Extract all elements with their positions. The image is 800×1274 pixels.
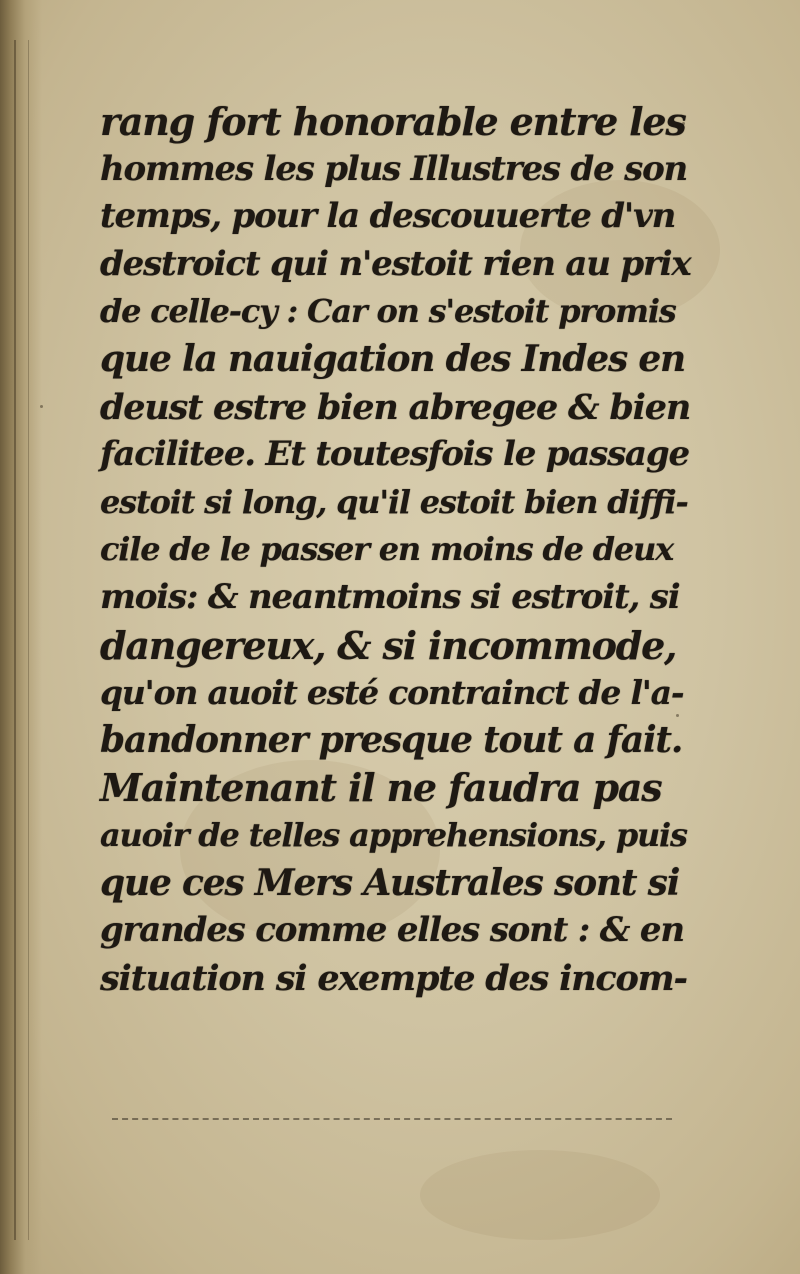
gutter-line-inner [28, 40, 29, 1240]
text-line: Maintenant il ne faudra pas [100, 765, 662, 811]
ink-fleck [40, 405, 43, 408]
page-text [100, 98, 690, 1002]
text-line: auoir de telles apprehensions, puis [100, 815, 687, 854]
text-line: facilitee. Et toutesfois le passage [100, 434, 689, 475]
text-line: dangereux, & si incommode, [100, 622, 677, 668]
text-line: mois: & neantmoins si estroit, si [100, 576, 680, 617]
text-line: deust estre bien abregee & bien [100, 386, 691, 428]
bleed-through-rule [112, 1118, 672, 1120]
text-line: qu'on auoit esté contrainct de l'a- [100, 673, 684, 713]
text-line: estoit si long, qu'il estoit bien diffi- [100, 482, 688, 521]
book-binding-edge [0, 0, 42, 1274]
text-line: bandonner presque tout a fait. [100, 718, 683, 761]
text-line: que la nauigation des Indes en [100, 337, 686, 380]
text-line: grandes comme elles sont : & en [100, 910, 684, 951]
text-line: cile de le passer en moins de deux [100, 530, 674, 569]
text-line: destroict qui n'estoit rien au prix [100, 243, 691, 284]
text-line: que ces Mers Australes sont si [100, 861, 680, 904]
text-line: situation si exempte des incom- [100, 957, 687, 999]
text-line: temps, pour la descouuerte d'vn [100, 196, 676, 237]
gutter-line [14, 40, 16, 1240]
paper-stain [420, 1150, 660, 1240]
text-line: de celle-cy : Car on s'estoit promis [100, 292, 676, 331]
text-line: hommes les plus Illustres de son [100, 148, 688, 189]
text-line: rang fort honorable entre les [100, 99, 686, 144]
